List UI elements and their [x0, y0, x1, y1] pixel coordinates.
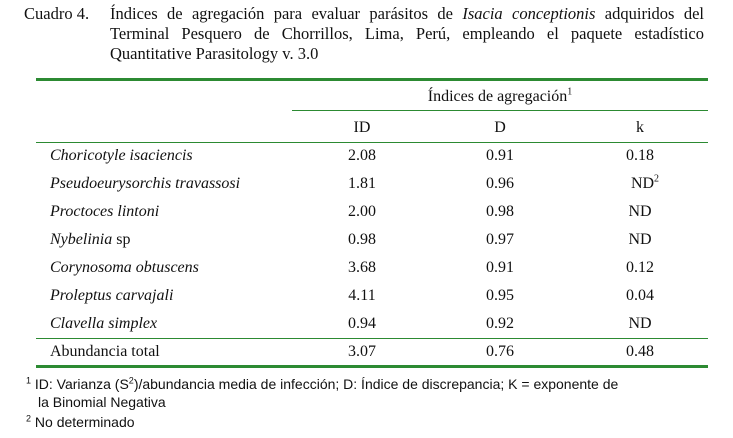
caption-label: Cuadro 4.	[24, 4, 90, 23]
row-name-italic: Proleptus carvajali	[50, 287, 174, 304]
caption-species: Isacia conceptionis	[462, 4, 596, 23]
row-name	[50, 259, 199, 277]
cell-k	[626, 147, 654, 165]
column-header-rule	[36, 142, 708, 143]
column-header-id: ID	[353, 119, 371, 136]
row-name-plain: sp	[112, 231, 131, 248]
row-name	[50, 203, 159, 221]
cell-d: 0.98	[486, 203, 514, 220]
footnote-1-mark: 1	[26, 375, 32, 386]
cell-k-value: ND	[630, 175, 655, 192]
cell-id: 3.68	[348, 259, 376, 276]
group-header-text: Índices de agregación	[427, 88, 568, 105]
footnote-1-text-a: ID: Varianza (S	[34, 376, 129, 392]
total-label: Abundancia total	[50, 343, 160, 360]
cell-k-value: ND	[628, 203, 652, 220]
cell-k	[628, 231, 651, 249]
footnote-2	[26, 413, 135, 431]
column-header-k: k	[636, 119, 644, 136]
total-id: 3.07	[348, 343, 376, 360]
cell-k	[626, 287, 654, 305]
cell-k-value: ND	[628, 231, 652, 248]
cell-k	[626, 259, 654, 277]
cell-d: 0.96	[486, 175, 514, 192]
caption-text	[110, 4, 704, 64]
cell-k-value: 0.12	[626, 259, 654, 276]
row-name-italic: Pseudoeurysorchis travassosi	[50, 175, 241, 192]
group-header-sup: 1	[567, 86, 573, 98]
cell-k-value: ND	[628, 315, 652, 332]
footnote-1	[26, 375, 618, 393]
footnote-1-text-b: )/abundancia media de infección; D: Índice de discrepancia; K = exponente de	[133, 376, 619, 392]
cell-id: 0.98	[348, 231, 376, 248]
group-header-rule	[292, 110, 708, 111]
row-name-italic: Corynosoma obtuscens	[50, 259, 199, 276]
group-header	[428, 88, 572, 106]
cell-k-sup: 2	[654, 173, 660, 185]
row-name	[50, 147, 193, 165]
row-name-italic: Proctoces lintoni	[50, 203, 160, 220]
column-header-d: D	[494, 119, 506, 136]
row-name-italic: Nybelinia	[50, 231, 113, 248]
cell-d: 0.95	[486, 287, 514, 304]
footnote-2-text: No determinado	[34, 414, 135, 430]
footnote-1-continued: la Binomial Negativa	[38, 394, 166, 410]
footnote-1-sup: 2	[128, 375, 134, 386]
cell-d: 0.92	[486, 315, 514, 332]
total-rule	[36, 338, 708, 339]
caption-text-before: Índices de agregación para evaluar parásitos de	[110, 4, 463, 23]
bottom-rule	[36, 365, 708, 368]
cell-k	[628, 315, 651, 333]
row-name	[50, 315, 157, 333]
top-rule	[36, 78, 708, 81]
row-name-italic: Clavella simplex	[50, 315, 158, 332]
cell-id: 2.08	[348, 147, 376, 164]
row-name-italic: Choricotyle isaciencis	[50, 147, 193, 164]
row-name	[50, 175, 240, 193]
cell-id: 1.81	[348, 175, 376, 192]
cell-d: 0.91	[486, 147, 514, 164]
cell-d: 0.91	[486, 259, 514, 276]
caption-text-after: adquiridos del Terminal Pesquero de Chorrillos, Lima, Perú, empleando el paquete estadístico Quantitative Parasitology v. 3.0	[110, 4, 704, 63]
cell-k	[628, 203, 651, 221]
cell-d: 0.97	[486, 231, 514, 248]
cell-id: 2.00	[348, 203, 376, 220]
cell-id: 4.11	[348, 287, 376, 304]
footnote-2-mark: 2	[26, 413, 32, 424]
cell-id: 0.94	[348, 315, 376, 332]
total-k: 0.48	[626, 343, 654, 360]
row-name	[50, 231, 130, 249]
cell-k-value: 0.18	[626, 147, 654, 164]
total-d: 0.76	[486, 343, 514, 360]
cell-k-value: 0.04	[626, 287, 654, 304]
row-name	[50, 287, 173, 305]
cell-k	[631, 175, 659, 193]
